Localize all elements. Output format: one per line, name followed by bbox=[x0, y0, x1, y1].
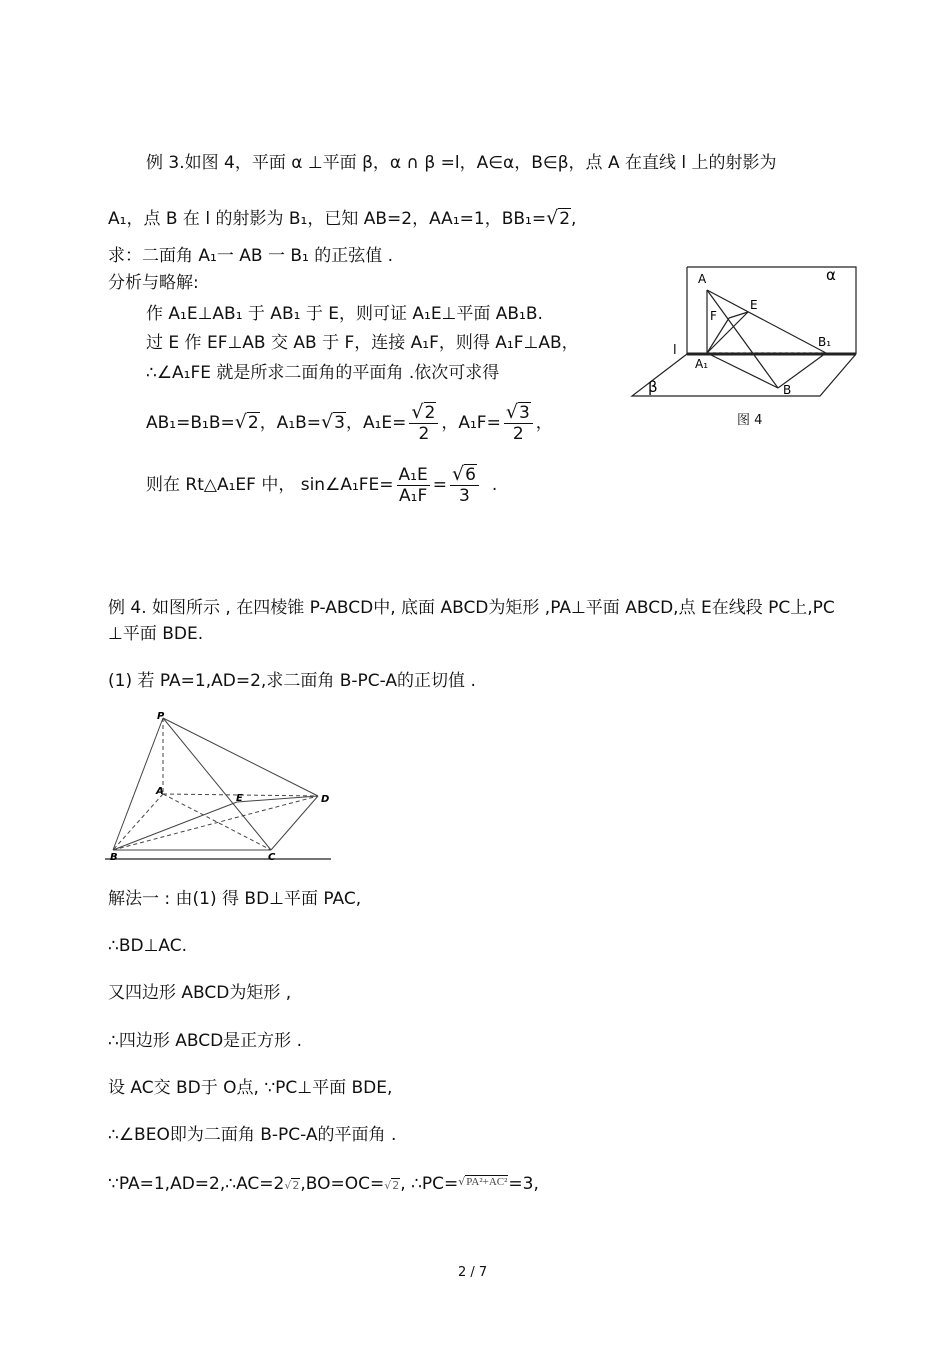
ex3-line3: 求：二面角 A₁一 AB 一 B₁ 的正弦值 . bbox=[108, 246, 394, 266]
segment-AB1 bbox=[707, 290, 826, 353]
ex3-line1: 例 3.如图 4，平面 α ⊥平面 β，α ∩ β =l，A∈α，B∈β，点 A 在直线 l 上的射影为 bbox=[146, 153, 777, 173]
ex3-line2: A₁，点 B 在 l 的射影为 B₁，已知 AB=2，AA₁=1，BB₁=√2, bbox=[108, 207, 577, 229]
sqrt-2: √2 bbox=[234, 411, 259, 433]
ex3-analysis-heading: 分析与略解: bbox=[108, 273, 199, 293]
label-A1: A₁ bbox=[695, 357, 709, 371]
solution-line1: 解法一 : 由(1) 得 BD⊥平面 PAC, bbox=[108, 889, 362, 909]
edge-CD bbox=[271, 796, 318, 850]
ex3-line7: ∴∠A₁FE 就是所求二面角的平面角 .依次可求得 bbox=[146, 363, 500, 383]
solution-line3: 又四边形 ABCD为矩形 , bbox=[108, 983, 292, 1003]
sqrt-2: √2 bbox=[546, 207, 571, 229]
label-B1: B₁ bbox=[818, 335, 832, 349]
diagonal-AC bbox=[163, 794, 271, 850]
ex4-line1: 例 4. 如图所示 , 在四棱锥 P-ABCD中, 底面 ABCD为矩形 ,PA⊥平面 ABCD,点 E在线段 PC上,PC bbox=[108, 598, 835, 618]
solution-line4: ∴四边形 ABCD是正方形 . bbox=[108, 1031, 302, 1051]
label-F: F bbox=[710, 309, 717, 323]
label-D: D bbox=[321, 794, 330, 805]
solution-line7: ∵PA=1,AD=2,∴AC=2√2,BO=OC=√2, ∴PC=√PA²+AC²=3, bbox=[108, 1171, 539, 1197]
edge-AB bbox=[113, 794, 163, 850]
sqrt-3: √3 bbox=[321, 411, 345, 433]
frac-sqrt2-over-2: $\frac{√2}{2}$ bbox=[409, 402, 438, 444]
label-C: C bbox=[268, 852, 276, 863]
ex3-line8: AB₁=B₁B=√2，A₁B=√3，A₁E= $\frac{√2}{2}$ ，A₁F= $\frac{√3}{2}$ ， bbox=[146, 401, 553, 444]
label-alpha: α bbox=[826, 266, 836, 284]
segment-BE bbox=[113, 802, 237, 850]
frac-a1e-over-a1f: $\frac{\text{A₁E}}{\text{A₁F}}$ bbox=[398, 464, 428, 506]
solution-line6: ∴∠BEO即为二面角 B-PC-A的平面角 . bbox=[108, 1125, 397, 1145]
segment-AB bbox=[707, 290, 778, 388]
ex3-line6: 过 E 作 EF⊥AB 交 AB 于 F，连接 A₁F，则得 A₁F⊥AB， bbox=[146, 333, 579, 353]
ex4-line2: ⊥平面 BDE. bbox=[108, 624, 204, 644]
small-sqrt-2: √2 bbox=[384, 1179, 400, 1192]
label-A: A bbox=[698, 272, 707, 286]
label-E: E bbox=[750, 298, 758, 312]
segment-A1F bbox=[707, 318, 729, 353]
label-l: l bbox=[673, 343, 677, 358]
figure-4 bbox=[630, 262, 870, 402]
label-B: B bbox=[110, 852, 118, 863]
figure-4-caption: 图 4 bbox=[737, 413, 763, 428]
label-B: B bbox=[783, 383, 792, 397]
label-beta: β bbox=[648, 378, 658, 396]
small-sqrt-2: √2 bbox=[284, 1179, 300, 1192]
frac-sqrt3-over-2: $\frac{√3}{2}$ bbox=[504, 402, 533, 444]
plane-beta-border bbox=[632, 354, 856, 396]
page-number: 2 / 7 bbox=[458, 1265, 488, 1280]
figure-pyramid bbox=[105, 708, 337, 864]
edge-PD bbox=[163, 718, 318, 796]
solution-line2: ∴BD⊥AC. bbox=[108, 936, 187, 956]
label-P: P bbox=[157, 711, 165, 722]
edge-PB bbox=[113, 718, 163, 850]
edge-PC bbox=[163, 718, 271, 850]
frac-sqrt6-over-3: $\frac{√6}{3}$ bbox=[450, 464, 479, 506]
diagonal-BD bbox=[113, 796, 318, 850]
label-E: E bbox=[236, 793, 243, 804]
solution-line5: 设 AC交 BD于 O点, ∵PC⊥平面 BDE, bbox=[108, 1078, 393, 1098]
ex4-line3: (1) 若 PA=1,AD=2,求二面角 B-PC-A的正切值 . bbox=[108, 671, 476, 691]
segment-A1B bbox=[707, 353, 778, 388]
ex3-line9: 则在 Rt△A₁EF 中， sin∠A₁FE= $\frac{\text{A₁E}}{\text{A₁F}}$ = $\frac{√6}{3}$ . bbox=[146, 463, 498, 506]
small-sqrt-pa2-ac2: √PA²+AC² bbox=[458, 1175, 508, 1188]
ex3-line5: 作 A₁E⊥AB₁ 于 AB₁ 于 E，则可证 A₁E⊥平面 AB₁B. bbox=[146, 304, 543, 324]
label-A: A bbox=[156, 786, 164, 797]
